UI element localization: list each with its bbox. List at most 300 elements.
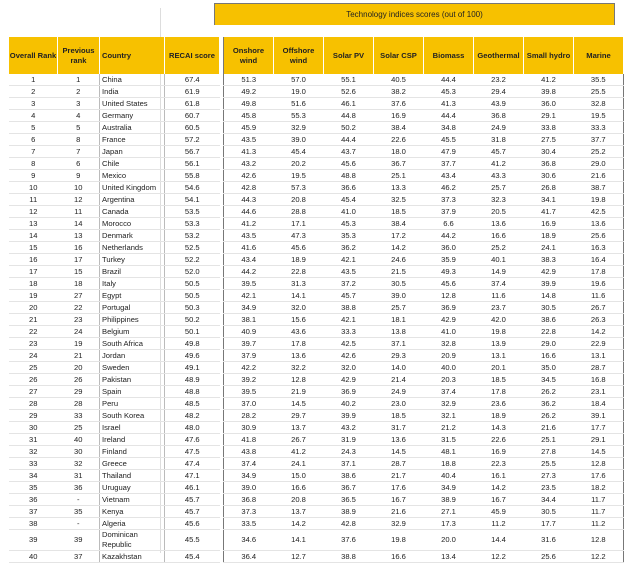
technology-score-cell: 36.8 [524,158,574,170]
technology-score-cell: 20.1 [474,362,524,374]
rank-cell: 36 [9,494,58,506]
technology-score-cell: 21.6 [574,170,624,182]
technology-score-cell: 30.9 [224,422,274,434]
previous-rank-cell: 15 [58,266,100,278]
rank-cell: 5 [9,122,58,134]
previous-rank-cell: 32 [58,458,100,470]
technology-score-cell: 38.6 [324,470,374,482]
table-row [224,206,624,218]
country-cell: Canada [100,206,165,218]
technology-score-cell: 13.1 [474,350,524,362]
recai-score-cell: 45.4 [165,551,220,563]
technology-score-cell: 33.8 [524,122,574,134]
country-cell: Belgium [100,326,165,338]
technology-score-cell: 16.6 [474,230,524,242]
table-row [224,350,624,362]
previous-rank-cell: 33 [58,410,100,422]
technology-score-cell: 16.9 [374,110,424,122]
previous-rank-cell: 35 [58,506,100,518]
table-row [9,530,220,551]
technology-score-cell: 21.7 [374,470,424,482]
technology-score-cell: 36.7 [374,158,424,170]
country-cell: India [100,86,165,98]
header-solar-csp: Solar CSP [374,37,424,74]
technology-score-cell: 23.6 [474,398,524,410]
technology-score-cell: 40.0 [424,362,474,374]
table-row [9,458,220,470]
recai-score-cell: 45.5 [165,530,220,551]
technology-score-cell: 41.3 [224,146,274,158]
table-row [224,482,624,494]
technology-score-cell: 37.0 [224,398,274,410]
technology-score-cell: 32.0 [324,362,374,374]
right-table-body [224,74,624,563]
table-row [9,230,220,242]
previous-rank-cell: 40 [58,434,100,446]
table-row [224,398,624,410]
technology-score-cell: 32.9 [374,518,424,530]
recai-score-cell: 53.5 [165,206,220,218]
technology-score-cell: 16.9 [524,218,574,230]
recai-score-cell: 57.2 [165,134,220,146]
technology-score-cell: 38.4 [374,218,424,230]
technology-score-cell: 30.5 [524,302,574,314]
country-cell: United States [100,98,165,110]
technology-score-cell: 27.1 [424,506,474,518]
technology-score-cell: 21.9 [274,386,324,398]
technology-score-cell: 35.0 [524,362,574,374]
technology-score-cell: 12.8 [424,290,474,302]
technology-score-cell: 31.9 [324,434,374,446]
technology-score-cell: 31.7 [374,422,424,434]
previous-rank-cell: 31 [58,470,100,482]
technology-score-cell: 26.8 [524,182,574,194]
table-row [224,242,624,254]
table-row [224,551,624,563]
technology-score-cell: 35.5 [574,74,624,86]
technology-score-cell: 32.1 [424,410,474,422]
technology-score-cell: 17.6 [374,482,424,494]
technology-score-cell: 33.3 [574,122,624,134]
technology-score-cell: 37.6 [324,530,374,551]
table-row [9,410,220,422]
previous-rank-cell: 30 [58,446,100,458]
technology-score-cell: 42.6 [224,170,274,182]
technology-score-cell: 44.2 [424,230,474,242]
previous-rank-cell: 39 [58,530,100,551]
technology-score-cell: 20.9 [424,350,474,362]
table-row [9,266,220,278]
country-cell: Egypt [100,290,165,302]
rank-cell: 27 [9,386,58,398]
technology-score-cell: 26.2 [524,386,574,398]
technology-score-cell: 24.3 [324,446,374,458]
technology-score-cell: 25.1 [374,170,424,182]
technology-score-cell: 37.4 [424,386,474,398]
technology-score-cell: 45.4 [324,194,374,206]
country-cell: Mexico [100,170,165,182]
technology-score-cell: 37.9 [224,350,274,362]
rank-cell: 38 [9,518,58,530]
technology-score-cell: 14.1 [274,290,324,302]
table-row [9,278,220,290]
technology-score-cell: 42.5 [324,338,374,350]
technology-score-cell: 34.9 [224,470,274,482]
previous-rank-cell: 3 [58,98,100,110]
rank-cell: 1 [9,74,58,86]
technology-score-cell: 55.1 [324,74,374,86]
technology-score-cell: 36.5 [324,494,374,506]
technology-score-cell: 21.5 [374,266,424,278]
technology-score-cell: 42.9 [424,314,474,326]
technology-score-cell: 40.2 [324,398,374,410]
technology-score-cell: 43.3 [474,170,524,182]
technology-score-cell: 18.5 [474,374,524,386]
table-row [9,434,220,446]
technology-score-cell: 43.2 [224,158,274,170]
technology-score-cell: 25.5 [574,86,624,98]
technology-score-cell: 37.4 [474,278,524,290]
country-cell: Ireland [100,434,165,446]
technology-score-cell: 42.1 [324,314,374,326]
previous-rank-cell: 26 [58,374,100,386]
technology-score-cell: 12.8 [574,458,624,470]
country-cell: Australia [100,122,165,134]
technology-score-cell: 13.6 [374,434,424,446]
technology-score-cell: 13.8 [374,326,424,338]
technology-score-cell: 41.2 [224,218,274,230]
rank-cell: 7 [9,146,58,158]
technology-score-cell: 42.8 [324,518,374,530]
technology-score-cell: 16.7 [374,494,424,506]
technology-score-cell: 45.6 [424,278,474,290]
table-row [224,410,624,422]
technology-score-cell: 14.5 [574,446,624,458]
table-row [9,110,220,122]
table-row [224,470,624,482]
previous-rank-cell: 24 [58,326,100,338]
previous-rank-cell: 25 [58,422,100,434]
technology-score-cell: 39.0 [274,134,324,146]
technology-score-cell: 27.8 [524,446,574,458]
technology-score-cell: 25.5 [524,458,574,470]
table-row [9,158,220,170]
technology-score-cell: 19.8 [474,326,524,338]
technology-score-cell: 37.7 [424,158,474,170]
recai-score-cell: 49.1 [165,362,220,374]
technology-score-cell: 40.4 [424,470,474,482]
technology-score-cell: 31.8 [474,134,524,146]
technology-score-cell: 22.3 [474,458,524,470]
technology-score-cell: 17.8 [574,266,624,278]
recai-score-cell: 47.4 [165,458,220,470]
table-row [224,290,624,302]
rank-cell: 26 [9,374,58,386]
recai-score-cell: 56.1 [165,158,220,170]
technology-score-cell: 38.1 [224,314,274,326]
technology-score-cell: 39.8 [524,86,574,98]
technology-score-cell: 11.7 [574,506,624,518]
technology-score-cell: 39.1 [574,410,624,422]
technology-score-cell: 39.0 [224,482,274,494]
recai-score-cell: 50.1 [165,326,220,338]
technology-score-cell: 6.6 [424,218,474,230]
technology-indices-banner: Technology indices scores (out of 100) [214,3,615,25]
rank-cell: 14 [9,230,58,242]
technology-score-cell: 45.6 [274,242,324,254]
technology-score-cell: 36.9 [424,302,474,314]
country-cell: Germany [100,110,165,122]
previous-rank-cell: 5 [58,122,100,134]
rank-cell: 2 [9,86,58,98]
technology-score-cell: 32.0 [274,302,324,314]
technology-score-cell: 38.8 [324,302,374,314]
country-cell: France [100,134,165,146]
technology-score-cell: 14.9 [474,266,524,278]
technology-score-cell: 29.0 [524,338,574,350]
technology-score-cell: 45.8 [224,110,274,122]
recai-score-cell: 49.6 [165,350,220,362]
technology-score-cell: 38.3 [524,254,574,266]
country-cell: Sweden [100,362,165,374]
country-cell: Kazakhstan [100,551,165,563]
table-row [9,338,220,350]
recai-score-cell: 55.8 [165,170,220,182]
table-row [224,98,624,110]
rank-cell: 17 [9,266,58,278]
previous-rank-cell: 10 [58,182,100,194]
previous-rank-cell: 27 [58,290,100,302]
technology-score-cell: 21.6 [374,506,424,518]
technology-score-cell: 45.3 [324,218,374,230]
recai-score-cell: 54.1 [165,194,220,206]
recai-score-cell: 50.2 [165,314,220,326]
technology-score-cell: 13.1 [574,350,624,362]
table-row [9,518,220,530]
technology-score-cell: 28.8 [274,206,324,218]
technology-score-cell: 16.1 [474,470,524,482]
header-previous-rank: Previous rank [58,37,100,74]
technology-score-cell: 49.3 [424,266,474,278]
country-cell: Spain [100,386,165,398]
technology-score-cell: 16.9 [474,446,524,458]
technology-score-cell: 42.9 [524,266,574,278]
country-cell: Brazil [100,266,165,278]
technology-score-cell: 42.6 [324,350,374,362]
rank-cell: 33 [9,458,58,470]
technology-score-cell: 29.1 [574,434,624,446]
technology-score-cell: 16.6 [274,482,324,494]
technology-score-cell: 39.9 [324,410,374,422]
country-cell: Thailand [100,470,165,482]
technology-score-cell: 43.5 [224,134,274,146]
technology-score-cell: 39.5 [224,386,274,398]
country-cell: Peru [100,398,165,410]
previous-rank-cell: 28 [58,398,100,410]
technology-score-cell: 32.5 [374,194,424,206]
recai-score-cell: 45.7 [165,506,220,518]
table-row [9,134,220,146]
technology-score-cell: 42.2 [224,362,274,374]
technology-score-cell: 12.8 [574,530,624,551]
technology-score-cell: 36.8 [224,494,274,506]
table-row [9,242,220,254]
technology-score-cell: 41.8 [224,434,274,446]
technology-score-cell: 41.2 [474,158,524,170]
technology-score-cell: 44.4 [424,74,474,86]
recai-score-cell: 54.6 [165,182,220,194]
table-row [9,326,220,338]
rank-cell: 31 [9,434,58,446]
technology-score-cell: 40.9 [224,326,274,338]
technology-score-cell: 26.3 [574,314,624,326]
previous-rank-cell: 37 [58,551,100,563]
rank-cell: 39 [9,530,58,551]
left-ranking-table [9,37,220,563]
table-row [9,506,220,518]
technology-score-cell: 39.2 [224,374,274,386]
previous-rank-cell: 7 [58,146,100,158]
technology-score-cell: 11.7 [574,494,624,506]
country-cell: Chile [100,158,165,170]
technology-score-cell: 44.4 [324,134,374,146]
rank-cell: 21 [9,314,58,326]
technology-score-cell: 39.5 [224,278,274,290]
country-cell: Greece [100,458,165,470]
technology-score-cell: 16.6 [374,551,424,563]
rank-cell: 32 [9,446,58,458]
technology-score-cell: 25.6 [574,230,624,242]
rank-cell: 37 [9,506,58,518]
previous-rank-cell: 36 [58,482,100,494]
recai-score-cell: 60.7 [165,110,220,122]
table-row [9,482,220,494]
technology-score-cell: 33.3 [324,326,374,338]
technology-score-cell: 41.0 [424,326,474,338]
table-row [224,218,624,230]
technology-score-cell: 17.7 [574,422,624,434]
recai-score-cell: 47.1 [165,470,220,482]
technology-score-cell: 30.4 [524,146,574,158]
technology-score-cell: 38.8 [324,551,374,563]
technology-score-cell: 18.9 [274,254,324,266]
recai-score-cell: 48.8 [165,386,220,398]
table-row [224,458,624,470]
technology-score-cell: 37.6 [374,98,424,110]
technology-score-cell: 41.2 [524,74,574,86]
technology-score-cell: 25.7 [374,302,424,314]
table-row [224,170,624,182]
table-row [9,314,220,326]
rank-cell: 40 [9,551,58,563]
technology-score-cell: 20.2 [274,158,324,170]
header-biomass: Biomass [424,37,474,74]
technology-score-cell: 32.8 [424,338,474,350]
technology-score-cell: 22.6 [474,434,524,446]
technology-score-cell: 17.8 [274,338,324,350]
recai-score-cell: 67.4 [165,74,220,86]
country-cell: Denmark [100,230,165,242]
technology-score-cell: 44.2 [224,266,274,278]
technology-score-cell: 18.9 [524,230,574,242]
technology-score-cell: 45.7 [324,290,374,302]
technology-score-cell: 32.9 [424,398,474,410]
technology-score-cell: 13.7 [274,506,324,518]
technology-score-cell: 19.0 [274,86,324,98]
rank-cell: 9 [9,170,58,182]
recai-score-cell: 49.8 [165,338,220,350]
table-row [9,194,220,206]
recai-score-cell: 50.5 [165,290,220,302]
rank-cell: 22 [9,326,58,338]
technology-score-cell: 36.2 [524,398,574,410]
technology-score-cell: 41.3 [424,98,474,110]
technology-score-cell: 17.6 [574,470,624,482]
technology-score-cell: 17.8 [474,386,524,398]
technology-score-cell: 13.7 [274,422,324,434]
previous-rank-cell: 21 [58,350,100,362]
table-row [9,146,220,158]
technology-score-cell: 34.9 [224,302,274,314]
table-row [9,254,220,266]
header-offshore-wind: Offshore wind [274,37,324,74]
technology-score-cell: 36.0 [424,242,474,254]
technology-score-cell: 42.9 [324,374,374,386]
technology-score-cell: 38.9 [424,494,474,506]
technology-score-cell: 14.2 [274,518,324,530]
technology-score-cell: 25.7 [474,182,524,194]
country-cell: Philippines [100,314,165,326]
rank-cell: 28 [9,398,58,410]
technology-score-cell: 25.1 [524,434,574,446]
technology-score-cell: 51.6 [274,98,324,110]
technology-score-cell: 31.5 [424,434,474,446]
table-row [224,446,624,458]
country-cell: Pakistan [100,374,165,386]
technology-score-cell: 26.7 [574,302,624,314]
technology-score-cell: 32.2 [274,362,324,374]
header-geothermal: Geothermal [474,37,524,74]
technology-score-cell: 12.2 [574,551,624,563]
rank-cell: 15 [9,242,58,254]
recai-score-cell: 61.9 [165,86,220,98]
technology-score-cell: 42.1 [224,290,274,302]
technology-score-cell: 32.3 [474,194,524,206]
recai-score-cell: 52.0 [165,266,220,278]
country-cell: South Africa [100,338,165,350]
recai-score-cell: 48.5 [165,398,220,410]
technology-score-cell: 15.0 [274,470,324,482]
technology-score-cell: 37.7 [574,134,624,146]
table-row [9,302,220,314]
country-cell: Netherlands [100,242,165,254]
rank-cell: 30 [9,422,58,434]
technology-score-cell: 42.1 [324,254,374,266]
technology-score-cell: 28.2 [224,410,274,422]
technology-score-cell: 39.7 [224,338,274,350]
table-row [224,122,624,134]
technology-score-cell: 42.8 [224,182,274,194]
technology-score-cell: 34.8 [424,122,474,134]
technology-score-cell: 14.5 [374,446,424,458]
technology-score-cell: 44.8 [324,110,374,122]
country-cell: China [100,74,165,86]
rank-cell: 18 [9,278,58,290]
technology-score-cell: 40.1 [474,254,524,266]
table-row [9,350,220,362]
technology-score-cell: 12.7 [274,551,324,563]
table-row [9,446,220,458]
